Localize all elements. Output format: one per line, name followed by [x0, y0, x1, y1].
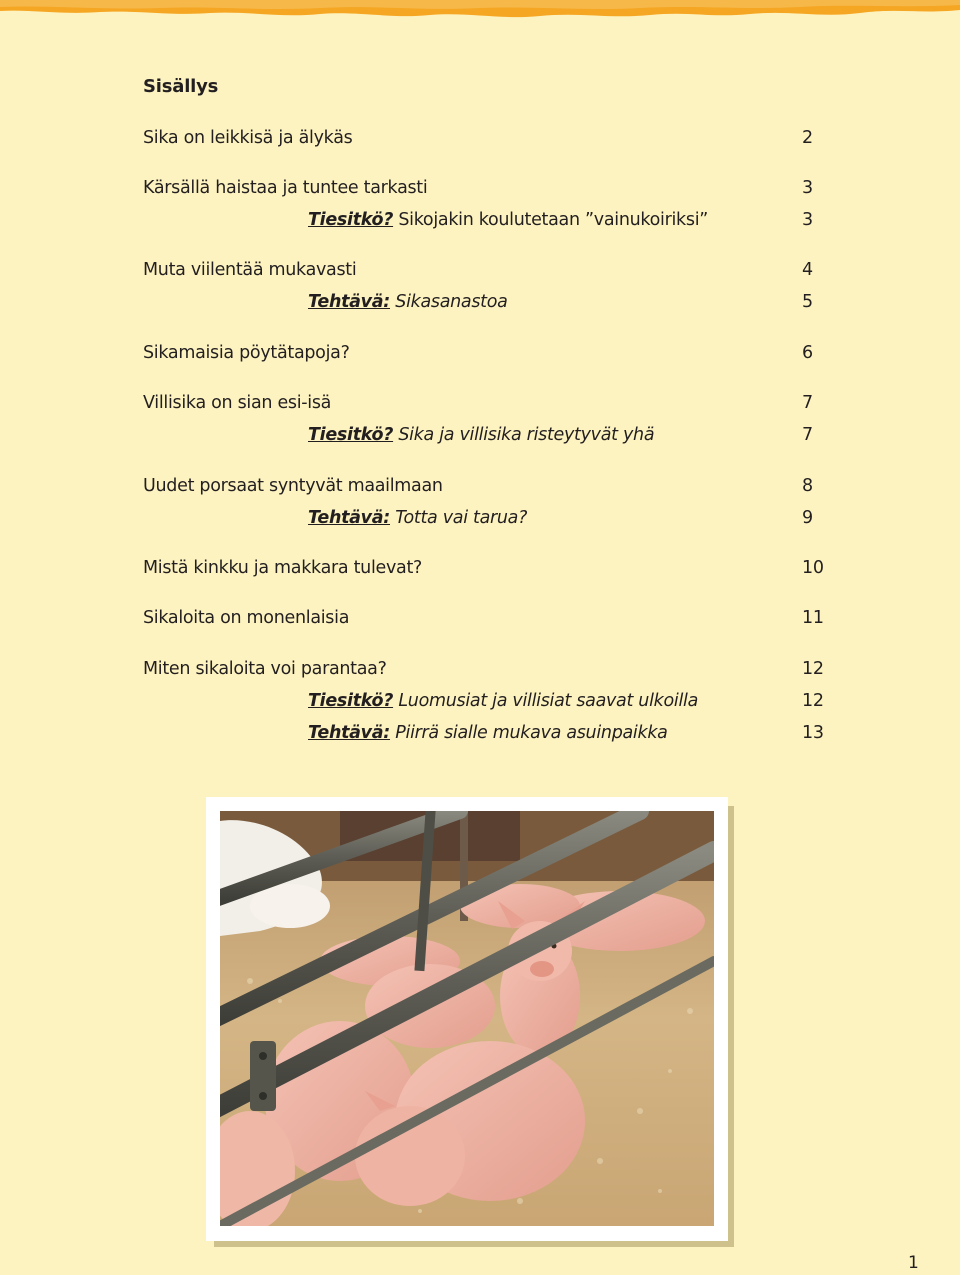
toc-subentry-prefix: Tehtävä:: [308, 723, 390, 743]
toc-subentry-text: Sikojakin koulutetaan ”vainukoiriksi”: [393, 210, 709, 230]
toc-subentry-text: Luomusiat ja villisiat saavat ulkoilla: [393, 691, 699, 711]
toc-entry-page: 8: [802, 476, 813, 496]
toc-entry[interactable]: [143, 177, 823, 199]
toc-entry[interactable]: [143, 342, 823, 364]
toc-subentry[interactable]: [143, 507, 823, 529]
toc-subentry[interactable]: [143, 424, 823, 446]
toc-subentry-page: 7: [802, 425, 813, 445]
toc-entry-label: Sikamaisia pöytätapoja?: [143, 343, 350, 363]
toc-entry[interactable]: [143, 475, 823, 497]
toc-subentry-page: 12: [802, 691, 824, 711]
toc-subentry[interactable]: [143, 690, 823, 712]
toc-subentry-text: Totta vai tarua?: [390, 508, 528, 528]
toc-subentry-label: [308, 690, 698, 712]
toc-entry-label: Sika on leikkisä ja älykäs: [143, 128, 353, 148]
toc-subentry[interactable]: [143, 209, 823, 231]
toc-entry-page: 3: [802, 178, 813, 198]
toc-entry-label: Muta viilentää mukavasti: [143, 260, 357, 280]
top-decorative-band: [0, 0, 960, 22]
toc-entry-page: 7: [802, 393, 813, 413]
toc-entry[interactable]: [143, 557, 823, 579]
toc-subentry-text: Sika ja villisika risteytyvät yhä: [393, 425, 655, 445]
toc-subentry-label: [308, 722, 668, 744]
toc-subentry-label: [308, 424, 654, 446]
toc-entry-page: 4: [802, 260, 813, 280]
toc-entry-page: 11: [802, 608, 824, 628]
toc-subentry-label: [308, 291, 508, 313]
toc-entry-page: 10: [802, 558, 824, 578]
toc-entry[interactable]: [143, 607, 823, 629]
toc-entry-page: 2: [802, 128, 813, 148]
toc-entry-label: Uudet porsaat syntyvät maailmaan: [143, 476, 443, 496]
toc-entry[interactable]: [143, 259, 823, 281]
pigs-in-pen-photo: [220, 811, 714, 1226]
toc-subentry-prefix: Tehtävä:: [308, 508, 390, 528]
toc-subentry-page: 13: [802, 723, 824, 743]
toc-entry-page: 12: [802, 659, 824, 679]
toc-subentry-label: [308, 209, 708, 231]
toc-subentry[interactable]: [143, 722, 823, 744]
toc-subentry-prefix: Tiesitkö?: [308, 210, 394, 230]
toc-subentry[interactable]: [143, 291, 823, 313]
toc-entry[interactable]: [143, 658, 823, 680]
toc-entry-label: Villisika on sian esi-isä: [143, 393, 332, 413]
toc-subentry-prefix: Tiesitkö?: [308, 425, 394, 445]
page-number: 1: [908, 1253, 919, 1273]
toc-entry[interactable]: [143, 392, 823, 414]
toc-subentry-label: [308, 507, 527, 529]
toc-title: Sisällys: [143, 76, 219, 97]
toc-subentry-text: Piirrä sialle mukava asuinpaikka: [390, 723, 668, 743]
toc-subentry-prefix: Tehtävä:: [308, 292, 390, 312]
toc-entry-label: Mistä kinkku ja makkara tulevat?: [143, 558, 422, 578]
toc-subentry-text: Sikasanastoa: [390, 292, 508, 312]
toc-entry-label: Kärsällä haistaa ja tuntee tarkasti: [143, 178, 428, 198]
toc-subentry-page: 9: [802, 508, 813, 528]
toc-entry-label: Miten sikaloita voi parantaa?: [143, 659, 387, 679]
toc-entry-label: Sikaloita on monenlaisia: [143, 608, 350, 628]
toc-entry[interactable]: [143, 127, 823, 149]
toc-subentry-page: 3: [802, 210, 813, 230]
toc-subentry-page: 5: [802, 292, 813, 312]
toc-subentry-prefix: Tiesitkö?: [308, 691, 394, 711]
toc-entry-page: 6: [802, 343, 813, 363]
